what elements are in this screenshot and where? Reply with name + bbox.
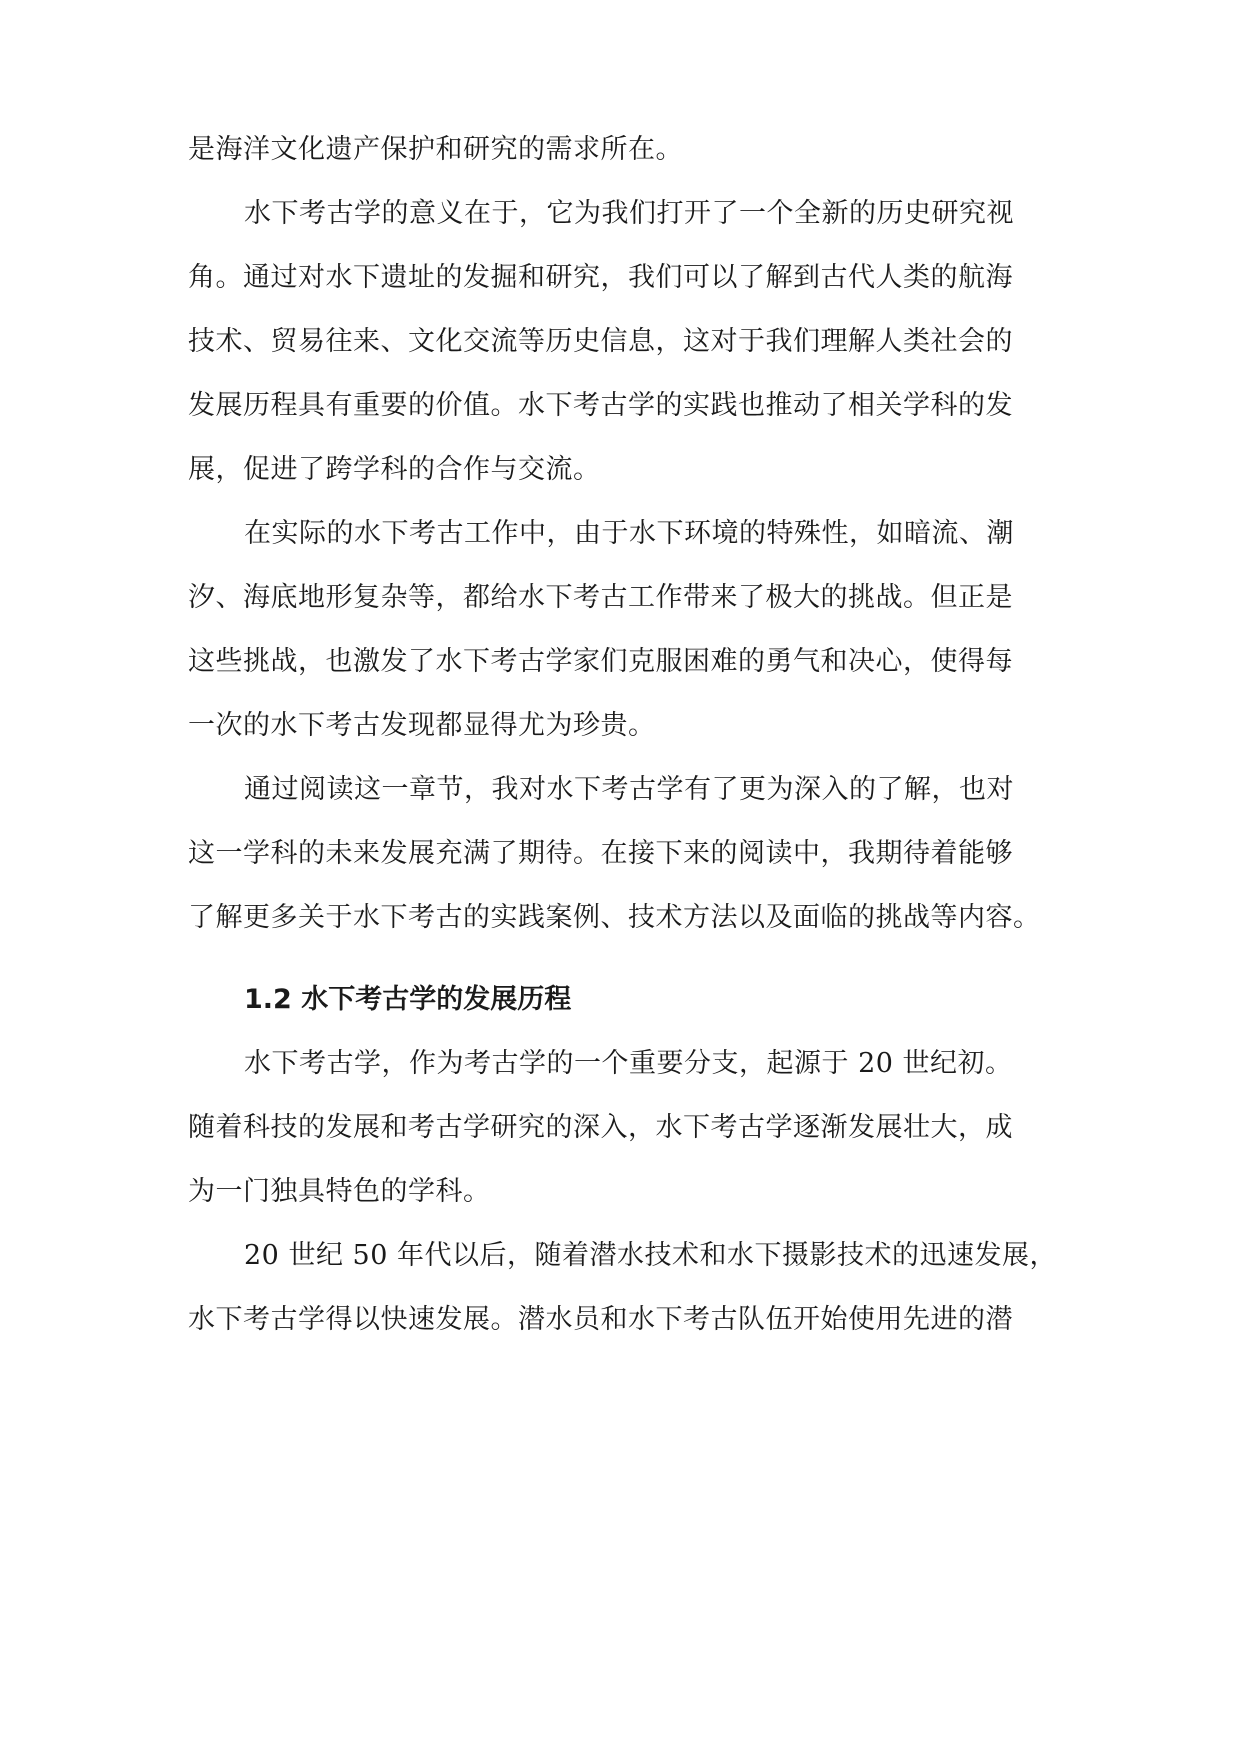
- text-line: 这一学科的未来发展充满了期待。在接下来的阅读中，我期待着能够: [188, 838, 1013, 869]
- paragraph-challenges: [188, 502, 1056, 758]
- text-line: 发展历程具有重要的价值。水下考古学的实践也推动了相关学科的发: [188, 390, 1013, 421]
- text-line: 为一门独具特色的学科。: [188, 1176, 491, 1207]
- document-page: [188, 118, 1056, 1352]
- text-line: 通过阅读这一章节，我对水下考古学有了更为深入的了解，也对: [244, 774, 1014, 805]
- section-heading: 1.2 水下考古学的发展历程: [244, 984, 572, 1015]
- text-line: 水下考古学，作为考古学的一个重要分支，起源于 20 世纪初。: [244, 1048, 1013, 1079]
- text-line: 水下考古学的意义在于，它为我们打开了一个全新的历史研究视: [244, 198, 1014, 229]
- paragraph-development: [188, 1224, 1056, 1352]
- paragraph-reflection: [188, 758, 1056, 950]
- text-line: 这些挑战，也激发了水下考古学家们克服困难的勇气和决心，使得每: [188, 646, 1013, 677]
- text-line: 在实际的水下考古工作中，由于水下环境的特殊性，如暗流、潮: [244, 518, 1014, 549]
- text-line: 了解更多关于水下考古的实践案例、技术方法以及面临的挑战等内容。: [188, 902, 1041, 933]
- text-line: 一次的水下考古发现都显得尤为珍贵。: [188, 710, 656, 741]
- text-line: 水下考古学得以快速发展。潜水员和水下考古队伍开始使用先进的潜: [188, 1304, 1013, 1335]
- text-line: 随着科技的发展和考古学研究的深入，水下考古学逐渐发展壮大，成: [188, 1112, 1013, 1143]
- text-line: 角。通过对水下遗址的发掘和研究，我们可以了解到古代人类的航海: [188, 262, 1013, 293]
- paragraph-significance: [188, 182, 1056, 502]
- paragraph-origin: [188, 1032, 1056, 1224]
- text-line: 20 世纪 50 年代以后，随着潜水技术和水下摄影技术的迅速发展，: [244, 1240, 1057, 1271]
- text-line: 是海洋文化遗产保护和研究的需求所在。: [188, 134, 683, 165]
- text-line: 技术、贸易往来、文化交流等历史信息，这对于我们理解人类社会的: [188, 326, 1013, 357]
- text-line: 汐、海底地形复杂等，都给水下考古工作带来了极大的挑战。但正是: [188, 582, 1013, 613]
- text-line: 展，促进了跨学科的合作与交流。: [188, 454, 601, 485]
- paragraph-continuation: [188, 118, 1056, 182]
